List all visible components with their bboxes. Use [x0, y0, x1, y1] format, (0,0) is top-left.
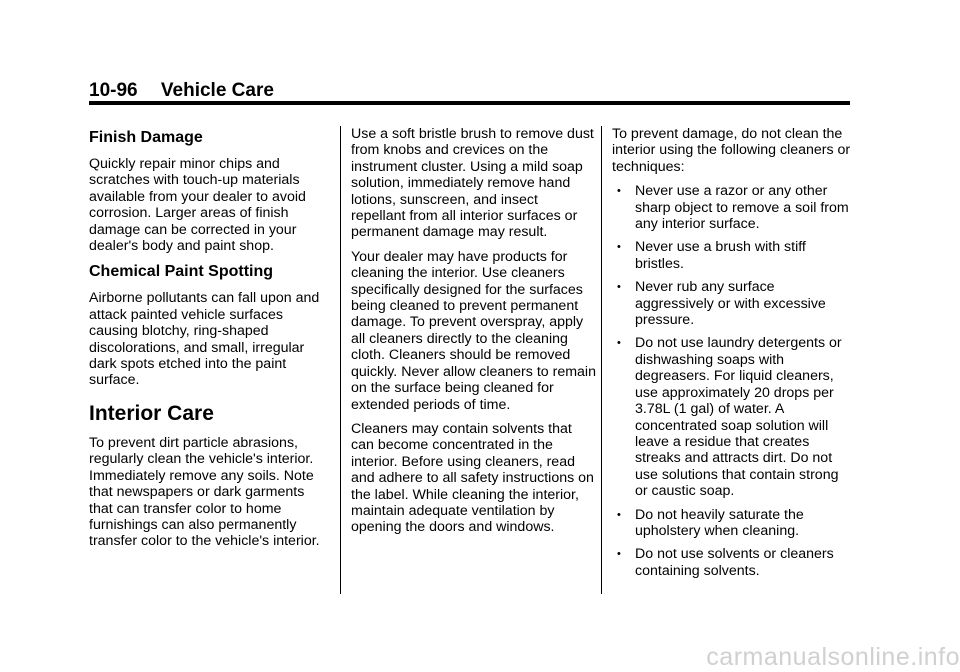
list-item-text: Do not use laundry detergents or dishwashing soaps with degreasers. For liquid cleaners, use approximately 20 drops per 3.78L (1 gal) of water. A concentrated soap solution will leave a residue that creates streaks and attracts dirt. Do not use solutions that contain strong or caustic soap. — [635, 335, 842, 500]
list-item — [612, 279, 854, 328]
paragraph: Your dealer may have products for cleaning the interior. Use cleaners specifically designed for the surfaces being cleaned to prevent permanent damage. To prevent overspray, apply all cleaners directly to the cleaning cloth. Cleaners should be removed quickly. Never allow cleaners to remain on the surface being cleaned for extended periods of time. — [351, 248, 596, 413]
paragraph: Use a soft bristle brush to remove dust from knobs and crevices on the instrument cluster. Using a mild soap solution, immediately remove hand lotions, sunscreen, and insect repellant from all interior surfaces or permanent damage may result. — [351, 126, 594, 241]
list-item — [612, 335, 854, 499]
cleaning-warnings-list — [612, 183, 854, 579]
finish-damage-text: Quickly repair minor chips and scratches with touch-up materials available from your dealer to avoid corrosion. Larger areas of finish damage can be corrected in your dealer's body and paint shop. — [89, 156, 306, 255]
list-item-text: Never use a brush with stiff bristles. — [635, 239, 806, 272]
list-item — [612, 239, 854, 272]
list-item-text: Do not use solvents or cleaners containing solvents. — [635, 546, 834, 579]
interior-care-text: To prevent dirt particle abrasions, regularly clean the vehicle's interior. Immediately remove any soils. Note that newspapers or dark garments that can transfer color to home furnishings can also permanently transfer color to the vehicle's interior. — [89, 434, 320, 550]
finish-damage-heading: Finish Damage — [89, 129, 203, 146]
cleaning-intro: To prevent damage, do not clean the interior using the following cleaners or techniques: — [612, 126, 851, 175]
bullet-icon: • — [617, 337, 621, 350]
column-3 — [612, 126, 854, 586]
column-divider-1 — [340, 126, 341, 594]
paragraph: Cleaners may contain solvents that can become concentrated in the interior. Before using cleaners, read and adhere to all safety instructions on the label. While cleaning the interior, maintain adequate ventilation by opening the doors and windows. — [351, 420, 594, 536]
list-item-text: Never use a razor or any other sharp object to remove a soil from any interior surface. — [635, 183, 849, 233]
bullet-icon: • — [617, 241, 621, 254]
list-item-text: Never rub any surface aggressively or with excessive pressure. — [635, 279, 826, 329]
bullet-icon: • — [617, 185, 621, 198]
list-item — [612, 546, 854, 579]
page-number: 10-96 — [89, 80, 138, 101]
chemical-paint-heading: Chemical Paint Spotting — [89, 263, 274, 281]
list-item — [612, 507, 854, 540]
column-divider-2 — [601, 126, 602, 594]
bullet-icon: • — [617, 548, 621, 561]
column-2 — [351, 126, 596, 544]
header-rule — [89, 101, 850, 105]
bullet-icon: • — [617, 281, 621, 294]
section-title: Vehicle Care — [160, 80, 274, 101]
chemical-paint-text: Airborne pollutants can fall upon and attack painted vehicle surfaces causing blotchy, ring-shaped discolorations, and small, irregular dark spots etched into the paint surface. — [89, 290, 320, 389]
page-header — [89, 80, 274, 102]
list-item — [612, 183, 854, 232]
interior-care-heading: Interior Care — [89, 401, 214, 425]
watermark: carmanualsonline.info — [706, 643, 960, 671]
column-1 — [89, 126, 329, 558]
list-item-text: Do not heavily saturate the upholstery when cleaning. — [635, 506, 804, 539]
bullet-icon: • — [617, 508, 621, 521]
